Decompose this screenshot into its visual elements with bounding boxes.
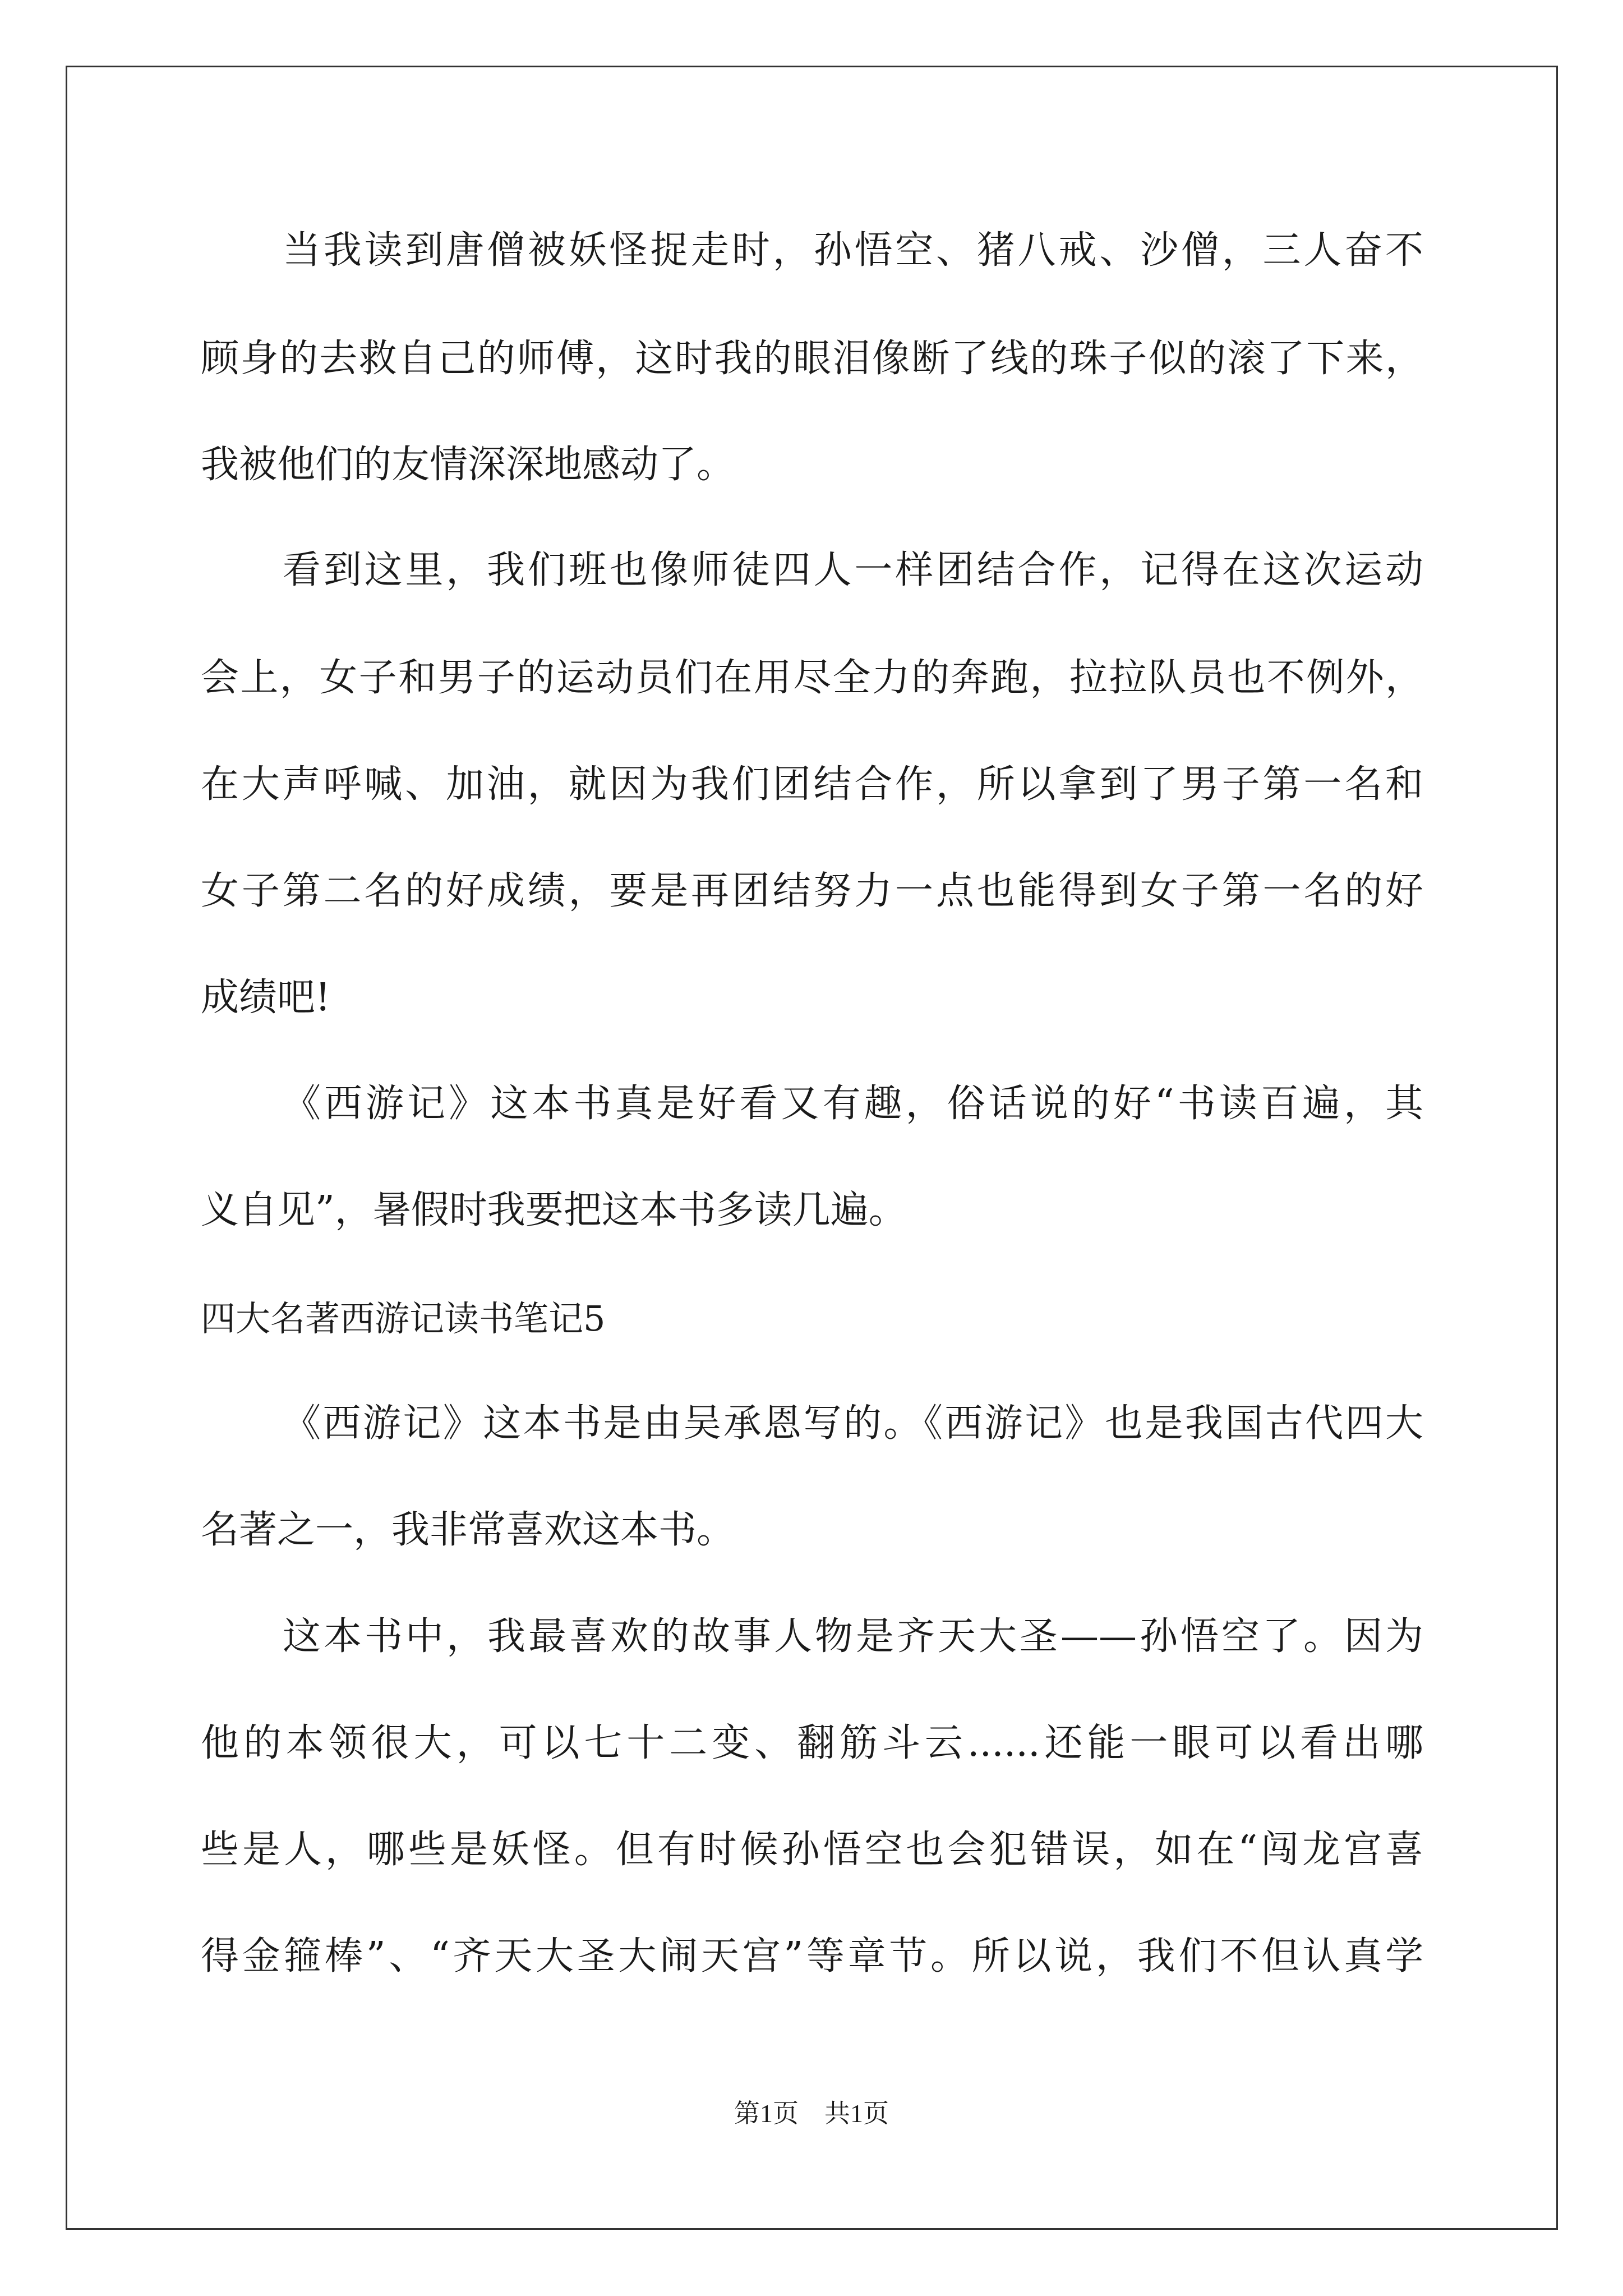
- text-line: 名著之一，我非常喜欢这本书。: [201, 1508, 735, 1552]
- text-line: 得金箍棒”、“齐天大圣大闹天宫”等章节。所以说，我们不但认真学: [201, 1934, 1423, 1978]
- text-line: 《西游记》这本书真是好看又有趣，俗话说的好“书读百遍，其: [283, 1082, 1423, 1126]
- text-line: 义自见”，暑假时我要把这本书多读几遍。: [201, 1188, 907, 1232]
- text-line: 顾身的去救自己的师傅，这时我的眼泪像断了线的珠子似的滚了下来，: [201, 337, 1423, 381]
- text-line: 些是人，哪些是妖怪。但有时候孙悟空也会犯错误，如在“闯龙宫喜: [201, 1828, 1423, 1872]
- text-line: 《西游记》这本书是由吴承恩写的。《西游记》也是我国古代四大: [283, 1401, 1423, 1446]
- text-line: 这本书中，我最喜欢的故事人物是齐天大圣——孙悟空了。因为: [283, 1614, 1423, 1659]
- text-line: 看到这里，我们班也像师徒四人一样团结合作，记得在这次运动: [283, 548, 1423, 592]
- text-line: 当我读到唐僧被妖怪捉走时，孙悟空、猪八戒、沙僧，三人奋不: [283, 228, 1423, 273]
- text-line: 会上，女子和男子的运动员们在用尽全力的奔跑，拉拉队员也不例外，: [201, 656, 1423, 700]
- page-border: [66, 66, 1558, 2230]
- text-line: 他的本领很大，可以七十二变、翻筋斗云......还能一眼可以看出哪: [201, 1721, 1423, 1765]
- text-line: 我被他们的友情深深地感动了。: [201, 443, 735, 487]
- page-footer: 第1页 共1页: [734, 2099, 889, 2128]
- text-line: 在大声呼喊、加油，就因为我们团结合作，所以拿到了男子第一名和: [201, 762, 1423, 807]
- section-heading: 四大名著西游记读书笔记5: [201, 1298, 606, 1339]
- text-line: 成绩吧!: [201, 976, 331, 1020]
- text-line: 女子第二名的好成绩，要是再团结努力一点也能得到女子第一名的好: [201, 869, 1423, 913]
